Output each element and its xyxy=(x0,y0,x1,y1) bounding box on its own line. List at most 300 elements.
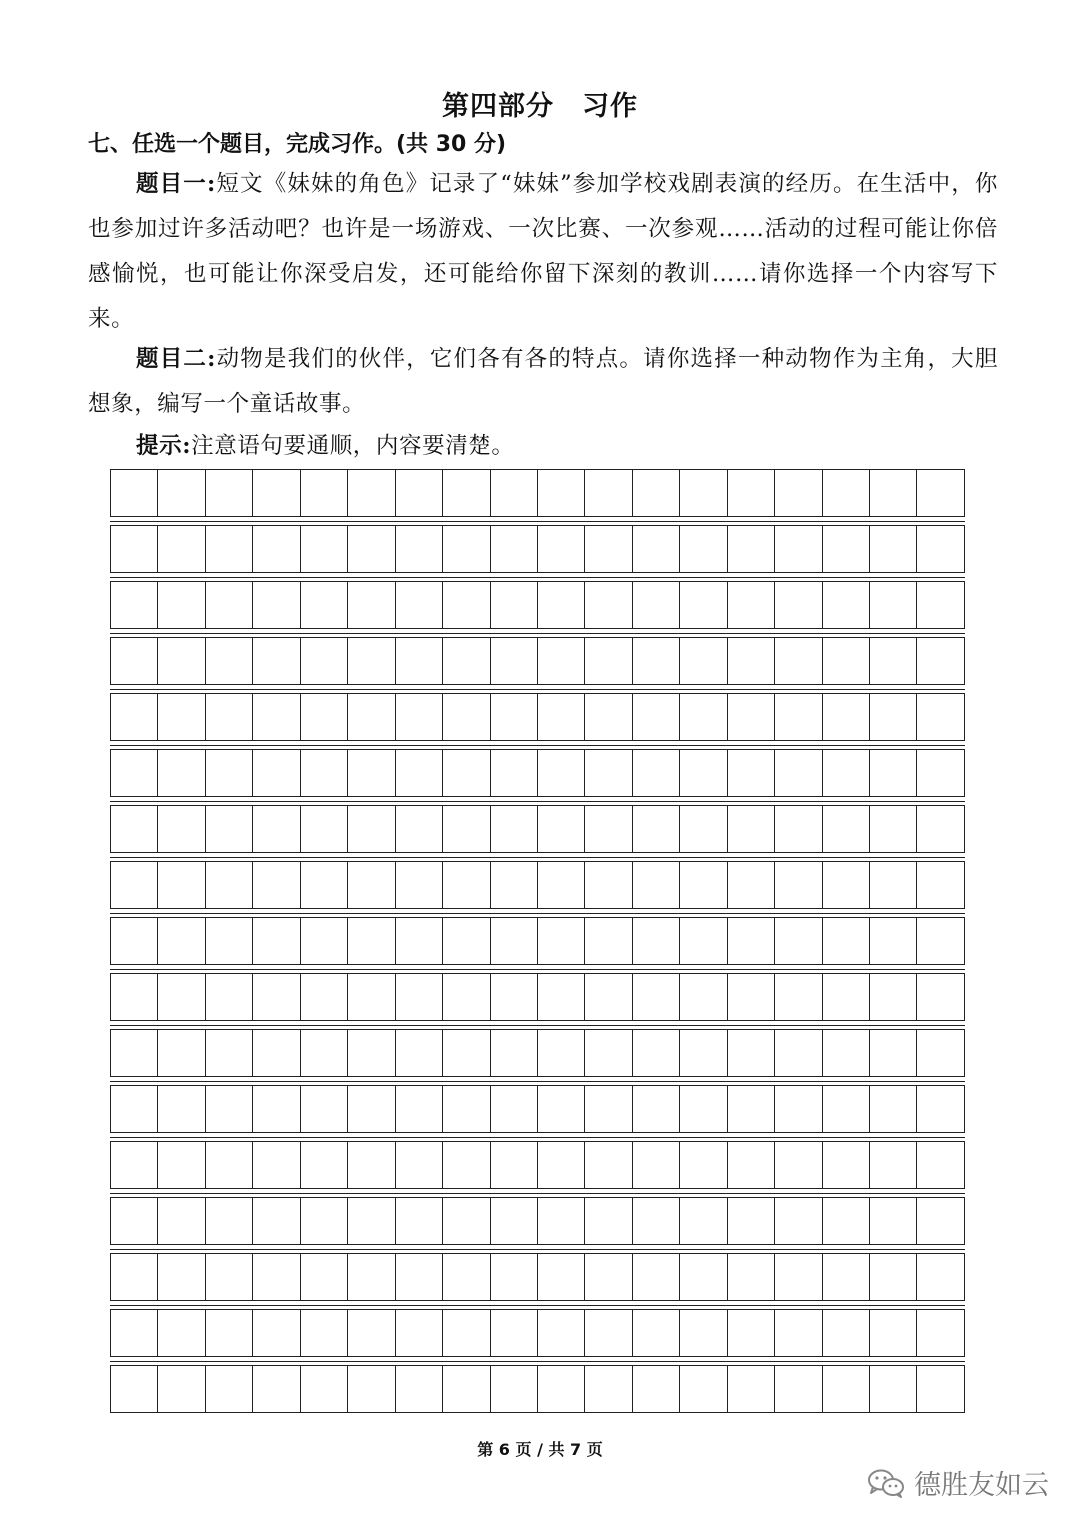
grid-cell[interactable] xyxy=(870,694,917,740)
grid-cell[interactable] xyxy=(917,1198,964,1244)
grid-cell[interactable] xyxy=(253,1254,300,1300)
grid-cell[interactable] xyxy=(253,1366,300,1412)
grid-cell[interactable] xyxy=(443,1310,490,1356)
grid-cell[interactable] xyxy=(633,1254,680,1300)
grid-cell[interactable] xyxy=(396,1254,443,1300)
grid-cell[interactable] xyxy=(823,470,870,516)
grid-cell[interactable] xyxy=(111,862,158,908)
grid-cell[interactable] xyxy=(491,582,538,628)
grid-cell[interactable] xyxy=(443,806,490,852)
grid-cell[interactable] xyxy=(585,1310,632,1356)
grid-cell[interactable] xyxy=(538,750,585,796)
grid-cell[interactable] xyxy=(206,526,253,572)
grid-cell[interactable] xyxy=(680,974,727,1020)
grid-cell[interactable] xyxy=(443,638,490,684)
grid-cell[interactable] xyxy=(111,1366,158,1412)
grid-cell[interactable] xyxy=(158,1086,205,1132)
grid-cell[interactable] xyxy=(775,974,822,1020)
grid-cell[interactable] xyxy=(680,1030,727,1076)
grid-cell[interactable] xyxy=(538,806,585,852)
grid-cell[interactable] xyxy=(870,918,917,964)
grid-cell[interactable] xyxy=(633,806,680,852)
grid-cell[interactable] xyxy=(253,1030,300,1076)
grid-cell[interactable] xyxy=(301,526,348,572)
grid-cell[interactable] xyxy=(823,1142,870,1188)
grid-cell[interactable] xyxy=(158,862,205,908)
grid-cell[interactable] xyxy=(870,1254,917,1300)
grid-cell[interactable] xyxy=(633,1310,680,1356)
grid-cell[interactable] xyxy=(158,750,205,796)
grid-cell[interactable] xyxy=(870,470,917,516)
grid-cell[interactable] xyxy=(158,918,205,964)
grid-cell[interactable] xyxy=(491,806,538,852)
grid-cell[interactable] xyxy=(443,918,490,964)
grid-cell[interactable] xyxy=(680,750,727,796)
grid-cell[interactable] xyxy=(396,694,443,740)
grid-cell[interactable] xyxy=(443,1254,490,1300)
grid-cell[interactable] xyxy=(491,750,538,796)
grid-cell[interactable] xyxy=(728,1142,775,1188)
grid-cell[interactable] xyxy=(396,1198,443,1244)
grid-cell[interactable] xyxy=(823,582,870,628)
grid-cell[interactable] xyxy=(348,694,395,740)
grid-cell[interactable] xyxy=(348,1366,395,1412)
grid-cell[interactable] xyxy=(775,862,822,908)
grid-cell[interactable] xyxy=(253,806,300,852)
grid-cell[interactable] xyxy=(917,1254,964,1300)
grid-cell[interactable] xyxy=(301,974,348,1020)
grid-cell[interactable] xyxy=(158,1030,205,1076)
grid-cell[interactable] xyxy=(823,806,870,852)
grid-cell[interactable] xyxy=(917,1030,964,1076)
grid-cell[interactable] xyxy=(585,470,632,516)
grid-cell[interactable] xyxy=(111,974,158,1020)
grid-cell[interactable] xyxy=(158,1310,205,1356)
grid-cell[interactable] xyxy=(585,1142,632,1188)
grid-cell[interactable] xyxy=(680,806,727,852)
grid-cell[interactable] xyxy=(301,806,348,852)
grid-cell[interactable] xyxy=(348,918,395,964)
grid-cell[interactable] xyxy=(348,1030,395,1076)
grid-cell[interactable] xyxy=(538,1366,585,1412)
grid-cell[interactable] xyxy=(538,1310,585,1356)
grid-cell[interactable] xyxy=(775,694,822,740)
grid-cell[interactable] xyxy=(538,862,585,908)
grid-cell[interactable] xyxy=(680,1198,727,1244)
grid-cell[interactable] xyxy=(775,1254,822,1300)
grid-cell[interactable] xyxy=(301,582,348,628)
grid-cell[interactable] xyxy=(538,1142,585,1188)
grid-cell[interactable] xyxy=(443,862,490,908)
grid-cell[interactable] xyxy=(870,1366,917,1412)
grid-cell[interactable] xyxy=(728,806,775,852)
grid-cell[interactable] xyxy=(111,1086,158,1132)
grid-cell[interactable] xyxy=(348,974,395,1020)
grid-cell[interactable] xyxy=(917,694,964,740)
grid-cell[interactable] xyxy=(585,694,632,740)
grid-cell[interactable] xyxy=(396,1310,443,1356)
grid-cell[interactable] xyxy=(301,1310,348,1356)
grid-cell[interactable] xyxy=(443,1142,490,1188)
grid-cell[interactable] xyxy=(633,1030,680,1076)
grid-cell[interactable] xyxy=(396,806,443,852)
grid-cell[interactable] xyxy=(538,582,585,628)
grid-cell[interactable] xyxy=(585,526,632,572)
grid-cell[interactable] xyxy=(253,862,300,908)
grid-cell[interactable] xyxy=(301,1366,348,1412)
grid-cell[interactable] xyxy=(491,862,538,908)
grid-cell[interactable] xyxy=(158,1198,205,1244)
grid-cell[interactable] xyxy=(348,638,395,684)
grid-cell[interactable] xyxy=(728,1310,775,1356)
grid-cell[interactable] xyxy=(633,1086,680,1132)
grid-cell[interactable] xyxy=(301,694,348,740)
grid-cell[interactable] xyxy=(348,862,395,908)
grid-cell[interactable] xyxy=(775,1366,822,1412)
grid-cell[interactable] xyxy=(206,1030,253,1076)
grid-cell[interactable] xyxy=(633,1142,680,1188)
grid-cell[interactable] xyxy=(585,806,632,852)
grid-cell[interactable] xyxy=(917,470,964,516)
grid-cell[interactable] xyxy=(253,1142,300,1188)
grid-cell[interactable] xyxy=(396,918,443,964)
grid-cell[interactable] xyxy=(585,1030,632,1076)
grid-cell[interactable] xyxy=(538,470,585,516)
grid-cell[interactable] xyxy=(491,1086,538,1132)
grid-cell[interactable] xyxy=(870,1310,917,1356)
grid-cell[interactable] xyxy=(396,750,443,796)
grid-cell[interactable] xyxy=(823,750,870,796)
grid-cell[interactable] xyxy=(253,918,300,964)
grid-cell[interactable] xyxy=(870,1142,917,1188)
grid-cell[interactable] xyxy=(396,862,443,908)
grid-cell[interactable] xyxy=(680,1366,727,1412)
grid-cell[interactable] xyxy=(443,582,490,628)
grid-cell[interactable] xyxy=(111,918,158,964)
grid-cell[interactable] xyxy=(396,1030,443,1076)
grid-cell[interactable] xyxy=(491,526,538,572)
grid-cell[interactable] xyxy=(206,806,253,852)
grid-cell[interactable] xyxy=(775,1030,822,1076)
grid-cell[interactable] xyxy=(680,526,727,572)
grid-cell[interactable] xyxy=(491,1198,538,1244)
grid-cell[interactable] xyxy=(206,974,253,1020)
grid-cell[interactable] xyxy=(158,582,205,628)
grid-cell[interactable] xyxy=(538,1030,585,1076)
grid-cell[interactable] xyxy=(491,1142,538,1188)
grid-cell[interactable] xyxy=(585,1086,632,1132)
grid-cell[interactable] xyxy=(870,1198,917,1244)
grid-cell[interactable] xyxy=(158,638,205,684)
grid-cell[interactable] xyxy=(396,1142,443,1188)
grid-cell[interactable] xyxy=(348,750,395,796)
grid-cell[interactable] xyxy=(491,470,538,516)
grid-cell[interactable] xyxy=(158,1366,205,1412)
grid-cell[interactable] xyxy=(633,470,680,516)
grid-cell[interactable] xyxy=(728,638,775,684)
grid-cell[interactable] xyxy=(823,694,870,740)
grid-cell[interactable] xyxy=(870,638,917,684)
grid-cell[interactable] xyxy=(728,918,775,964)
grid-cell[interactable] xyxy=(633,1366,680,1412)
grid-cell[interactable] xyxy=(111,526,158,572)
grid-cell[interactable] xyxy=(775,470,822,516)
grid-cell[interactable] xyxy=(775,638,822,684)
grid-cell[interactable] xyxy=(206,1198,253,1244)
grid-cell[interactable] xyxy=(823,918,870,964)
grid-cell[interactable] xyxy=(585,582,632,628)
grid-cell[interactable] xyxy=(728,694,775,740)
grid-cell[interactable] xyxy=(823,638,870,684)
grid-cell[interactable] xyxy=(680,1142,727,1188)
grid-cell[interactable] xyxy=(158,806,205,852)
grid-cell[interactable] xyxy=(206,1142,253,1188)
grid-cell[interactable] xyxy=(870,974,917,1020)
grid-cell[interactable] xyxy=(728,1366,775,1412)
grid-cell[interactable] xyxy=(585,1198,632,1244)
grid-cell[interactable] xyxy=(491,918,538,964)
grid-cell[interactable] xyxy=(443,470,490,516)
grid-cell[interactable] xyxy=(823,1254,870,1300)
grid-cell[interactable] xyxy=(538,1198,585,1244)
grid-cell[interactable] xyxy=(396,470,443,516)
grid-cell[interactable] xyxy=(917,1142,964,1188)
grid-cell[interactable] xyxy=(823,1198,870,1244)
grid-cell[interactable] xyxy=(633,526,680,572)
grid-cell[interactable] xyxy=(158,1254,205,1300)
grid-cell[interactable] xyxy=(111,1142,158,1188)
grid-cell[interactable] xyxy=(443,694,490,740)
grid-cell[interactable] xyxy=(585,862,632,908)
grid-cell[interactable] xyxy=(633,974,680,1020)
grid-cell[interactable] xyxy=(633,862,680,908)
grid-cell[interactable] xyxy=(396,1366,443,1412)
grid-cell[interactable] xyxy=(491,1254,538,1300)
grid-cell[interactable] xyxy=(870,582,917,628)
grid-cell[interactable] xyxy=(301,470,348,516)
grid-cell[interactable] xyxy=(917,1310,964,1356)
grid-cell[interactable] xyxy=(491,1030,538,1076)
grid-cell[interactable] xyxy=(870,1030,917,1076)
grid-cell[interactable] xyxy=(253,694,300,740)
grid-cell[interactable] xyxy=(253,526,300,572)
grid-cell[interactable] xyxy=(158,694,205,740)
grid-cell[interactable] xyxy=(206,1366,253,1412)
grid-cell[interactable] xyxy=(111,1030,158,1076)
grid-cell[interactable] xyxy=(348,470,395,516)
grid-cell[interactable] xyxy=(680,694,727,740)
grid-cell[interactable] xyxy=(301,918,348,964)
grid-cell[interactable] xyxy=(253,974,300,1020)
grid-cell[interactable] xyxy=(870,526,917,572)
grid-cell[interactable] xyxy=(775,750,822,796)
grid-cell[interactable] xyxy=(728,1030,775,1076)
grid-cell[interactable] xyxy=(396,638,443,684)
grid-cell[interactable] xyxy=(728,526,775,572)
grid-cell[interactable] xyxy=(111,582,158,628)
grid-cell[interactable] xyxy=(253,1086,300,1132)
grid-cell[interactable] xyxy=(728,750,775,796)
grid-cell[interactable] xyxy=(443,526,490,572)
grid-cell[interactable] xyxy=(680,862,727,908)
grid-cell[interactable] xyxy=(538,694,585,740)
grid-cell[interactable] xyxy=(917,526,964,572)
grid-cell[interactable] xyxy=(396,582,443,628)
grid-cell[interactable] xyxy=(823,1086,870,1132)
grid-cell[interactable] xyxy=(917,862,964,908)
grid-cell[interactable] xyxy=(206,582,253,628)
grid-cell[interactable] xyxy=(253,1198,300,1244)
grid-cell[interactable] xyxy=(206,470,253,516)
grid-cell[interactable] xyxy=(253,582,300,628)
grid-cell[interactable] xyxy=(301,638,348,684)
grid-cell[interactable] xyxy=(680,470,727,516)
grid-cell[interactable] xyxy=(253,1310,300,1356)
grid-cell[interactable] xyxy=(870,750,917,796)
grid-cell[interactable] xyxy=(917,918,964,964)
grid-cell[interactable] xyxy=(158,1142,205,1188)
grid-cell[interactable] xyxy=(253,470,300,516)
grid-cell[interactable] xyxy=(917,638,964,684)
grid-cell[interactable] xyxy=(633,638,680,684)
grid-cell[interactable] xyxy=(633,1198,680,1244)
grid-cell[interactable] xyxy=(680,918,727,964)
grid-cell[interactable] xyxy=(775,582,822,628)
grid-cell[interactable] xyxy=(158,974,205,1020)
grid-cell[interactable] xyxy=(917,1086,964,1132)
grid-cell[interactable] xyxy=(680,1254,727,1300)
grid-cell[interactable] xyxy=(680,638,727,684)
grid-cell[interactable] xyxy=(633,694,680,740)
grid-cell[interactable] xyxy=(443,1198,490,1244)
grid-cell[interactable] xyxy=(491,694,538,740)
grid-cell[interactable] xyxy=(443,1086,490,1132)
grid-cell[interactable] xyxy=(301,1086,348,1132)
grid-cell[interactable] xyxy=(585,1366,632,1412)
grid-cell[interactable] xyxy=(585,1254,632,1300)
grid-cell[interactable] xyxy=(870,1086,917,1132)
grid-cell[interactable] xyxy=(823,974,870,1020)
grid-cell[interactable] xyxy=(348,806,395,852)
grid-cell[interactable] xyxy=(111,470,158,516)
grid-cell[interactable] xyxy=(206,918,253,964)
grid-cell[interactable] xyxy=(917,1366,964,1412)
grid-cell[interactable] xyxy=(680,1086,727,1132)
grid-cell[interactable] xyxy=(775,918,822,964)
grid-cell[interactable] xyxy=(206,1254,253,1300)
grid-cell[interactable] xyxy=(775,1142,822,1188)
grid-cell[interactable] xyxy=(111,750,158,796)
grid-cell[interactable] xyxy=(538,1254,585,1300)
grid-cell[interactable] xyxy=(443,750,490,796)
grid-cell[interactable] xyxy=(680,1310,727,1356)
grid-cell[interactable] xyxy=(870,806,917,852)
grid-cell[interactable] xyxy=(348,1198,395,1244)
grid-cell[interactable] xyxy=(206,638,253,684)
grid-cell[interactable] xyxy=(443,974,490,1020)
grid-cell[interactable] xyxy=(775,526,822,572)
grid-cell[interactable] xyxy=(206,750,253,796)
grid-cell[interactable] xyxy=(917,974,964,1020)
grid-cell[interactable] xyxy=(348,1086,395,1132)
grid-cell[interactable] xyxy=(443,1366,490,1412)
grid-cell[interactable] xyxy=(538,638,585,684)
grid-cell[interactable] xyxy=(111,694,158,740)
grid-cell[interactable] xyxy=(301,1254,348,1300)
grid-cell[interactable] xyxy=(585,750,632,796)
grid-cell[interactable] xyxy=(491,974,538,1020)
grid-cell[interactable] xyxy=(253,750,300,796)
grid-cell[interactable] xyxy=(633,918,680,964)
grid-cell[interactable] xyxy=(917,806,964,852)
grid-cell[interactable] xyxy=(301,1198,348,1244)
grid-cell[interactable] xyxy=(633,750,680,796)
grid-cell[interactable] xyxy=(491,1366,538,1412)
grid-cell[interactable] xyxy=(823,1030,870,1076)
grid-cell[interactable] xyxy=(538,526,585,572)
grid-cell[interactable] xyxy=(538,1086,585,1132)
grid-cell[interactable] xyxy=(206,862,253,908)
grid-cell[interactable] xyxy=(111,1198,158,1244)
grid-cell[interactable] xyxy=(728,862,775,908)
grid-cell[interactable] xyxy=(348,526,395,572)
grid-cell[interactable] xyxy=(585,918,632,964)
grid-cell[interactable] xyxy=(728,1086,775,1132)
grid-cell[interactable] xyxy=(301,1142,348,1188)
grid-cell[interactable] xyxy=(823,1366,870,1412)
grid-cell[interactable] xyxy=(491,638,538,684)
grid-cell[interactable] xyxy=(917,582,964,628)
grid-cell[interactable] xyxy=(870,862,917,908)
grid-cell[interactable] xyxy=(775,1086,822,1132)
grid-cell[interactable] xyxy=(348,1310,395,1356)
grid-cell[interactable] xyxy=(538,974,585,1020)
grid-cell[interactable] xyxy=(111,806,158,852)
grid-cell[interactable] xyxy=(301,1030,348,1076)
grid-cell[interactable] xyxy=(396,974,443,1020)
grid-cell[interactable] xyxy=(538,918,585,964)
grid-cell[interactable] xyxy=(111,638,158,684)
grid-cell[interactable] xyxy=(396,1086,443,1132)
grid-cell[interactable] xyxy=(823,526,870,572)
grid-cell[interactable] xyxy=(301,862,348,908)
grid-cell[interactable] xyxy=(158,526,205,572)
grid-cell[interactable] xyxy=(728,974,775,1020)
grid-cell[interactable] xyxy=(206,694,253,740)
grid-cell[interactable] xyxy=(775,806,822,852)
grid-cell[interactable] xyxy=(491,1310,538,1356)
grid-cell[interactable] xyxy=(301,750,348,796)
grid-cell[interactable] xyxy=(728,470,775,516)
grid-cell[interactable] xyxy=(917,750,964,796)
grid-cell[interactable] xyxy=(348,1142,395,1188)
grid-cell[interactable] xyxy=(728,1254,775,1300)
grid-cell[interactable] xyxy=(585,638,632,684)
grid-cell[interactable] xyxy=(585,974,632,1020)
grid-cell[interactable] xyxy=(728,1198,775,1244)
grid-cell[interactable] xyxy=(680,582,727,628)
grid-cell[interactable] xyxy=(823,862,870,908)
grid-cell[interactable] xyxy=(206,1310,253,1356)
grid-cell[interactable] xyxy=(253,638,300,684)
grid-cell[interactable] xyxy=(633,582,680,628)
grid-cell[interactable] xyxy=(823,1310,870,1356)
grid-cell[interactable] xyxy=(775,1310,822,1356)
grid-cell[interactable] xyxy=(348,1254,395,1300)
grid-cell[interactable] xyxy=(111,1310,158,1356)
grid-cell[interactable] xyxy=(158,470,205,516)
grid-cell[interactable] xyxy=(396,526,443,572)
